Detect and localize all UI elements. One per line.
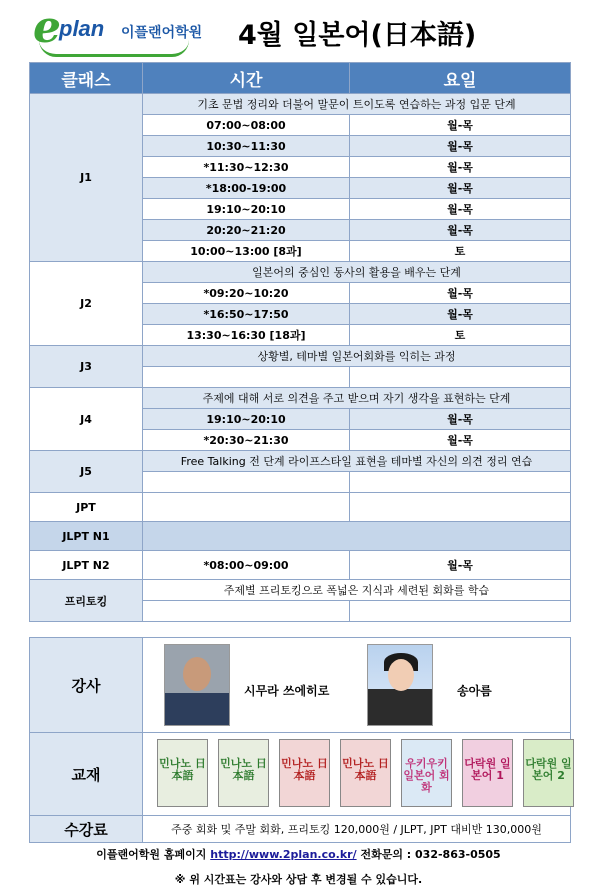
class-jlpt-n1: JLPT N1: [30, 522, 143, 551]
time-cell: *09:20~10:20: [143, 283, 350, 304]
page-title: 4월 일본어(日本語): [238, 20, 477, 51]
time-cell: *20:30~21:30: [143, 430, 350, 451]
class-j1: J1: [30, 94, 143, 262]
teacher-photo-1: [164, 644, 230, 726]
day-cell: 월-목: [350, 178, 571, 199]
day-cell: 월-목: [350, 157, 571, 178]
textbook-title: 민나노 日本語: [342, 757, 389, 782]
day-cell: 월-목: [350, 283, 571, 304]
day-cell: 월-목: [350, 199, 571, 220]
eplan-logo: [33, 2, 223, 53]
time-cell: 19:10~20:10: [143, 409, 350, 430]
textbook-title: 우키우키 일본어 회화: [403, 757, 450, 794]
day-cell: 토: [350, 241, 571, 262]
class-j5: J5: [30, 451, 143, 493]
day-cell: 월-목: [350, 430, 571, 451]
footer-contact: [0, 846, 597, 862]
class-j2-desc: 일본어의 중심인 동사의 활용을 배우는 단계: [143, 262, 571, 283]
logo-academy-name: 이플랜어학원: [121, 25, 203, 41]
books-cell: [143, 733, 571, 816]
homepage-link[interactable]: http://www.2plan.co.kr/: [210, 848, 357, 861]
class-j2: J2: [30, 262, 143, 346]
phone-text: 전화문의 : 032-863-0505: [360, 848, 501, 861]
col-header-day: 요일: [350, 63, 571, 94]
class-j3: J3: [30, 346, 143, 388]
textbook-title: 민나노 日本語: [281, 757, 328, 782]
teacher-label: 강사: [30, 638, 143, 733]
info-section: [29, 637, 570, 843]
day-cell: 월-목: [350, 220, 571, 241]
time-cell: 20:20~21:20: [143, 220, 350, 241]
textbook-title: 민나노 日本語: [159, 757, 206, 782]
class-freetalking: 프리토킹: [30, 580, 143, 622]
time-cell: 13:30~16:30 [18과]: [143, 325, 350, 346]
textbook-cover: [462, 739, 513, 807]
info-table: [29, 637, 571, 843]
textbook-cover: [279, 739, 330, 807]
fee-label: 수강료: [30, 816, 143, 843]
time-cell: *16:50~17:50: [143, 304, 350, 325]
day-cell: 월-목: [350, 551, 571, 580]
day-cell: 월-목: [350, 115, 571, 136]
textbook-title: 다락원 일본어 1: [464, 757, 511, 782]
page-header: [0, 0, 597, 60]
class-j3-desc: 상황별, 테마별 일본어회화를 익히는 과정: [143, 346, 571, 367]
time-cell: 07:00~08:00: [143, 115, 350, 136]
time-cell: *18:00-19:00: [143, 178, 350, 199]
class-j5-desc: Free Talking 전 단계 라이프스타일 표현을 테마별 자신의 의견 정리 연습: [143, 451, 571, 472]
textbook-cover: [401, 739, 452, 807]
teacher-name-2: 송아름: [457, 684, 492, 698]
time-cell: 10:30~11:30: [143, 136, 350, 157]
time-cell: *11:30~12:30: [143, 157, 350, 178]
time-cell: 10:00~13:00 [8과]: [143, 241, 350, 262]
logo-plan: plan: [59, 16, 105, 41]
teachers-cell: [143, 638, 571, 733]
table-header-row: [30, 63, 571, 94]
class-jlpt-n2: JLPT N2: [30, 551, 143, 580]
textbook-cover: [523, 739, 574, 807]
col-header-class: 클래스: [30, 63, 143, 94]
logo-e: e: [33, 2, 61, 53]
teacher-photo-2: [367, 644, 433, 726]
footer-note: ※ 위 시간표는 강사와 상담 후 변경될 수 있습니다.: [174, 873, 423, 886]
time-cell: *08:00~09:00: [143, 551, 350, 580]
schedule-table: [29, 62, 571, 622]
textbook-cover: [340, 739, 391, 807]
textbook-title: 다락원 일본어 2: [525, 757, 572, 782]
logo-swoosh: [39, 40, 189, 57]
day-cell: 월-목: [350, 136, 571, 157]
textbook-cover: [157, 739, 208, 807]
homepage-label: 이플랜어학원 홈페이지: [96, 848, 207, 861]
day-cell: 월-목: [350, 409, 571, 430]
class-j4-desc: 주제에 대해 서로 의견을 주고 받으며 자기 생각을 표현하는 단계: [143, 388, 571, 409]
class-j4: J4: [30, 388, 143, 451]
class-jpt: JPT: [30, 493, 143, 522]
col-header-time: 시간: [143, 63, 350, 94]
textbook-title: 민나노 日本語: [220, 757, 267, 782]
fee-text: 주중 회화 및 주말 회화, 프리토킹 120,000원 / JLPT, JPT 대비반 130,000원: [143, 816, 571, 843]
textbook-cover: [218, 739, 269, 807]
day-cell: 월-목: [350, 304, 571, 325]
class-j1-desc: 기초 문법 정리와 더불어 말문이 트이도록 연습하는 과정 입문 단계: [143, 94, 571, 115]
teacher-name-1: 시무라 쓰에히로: [244, 684, 330, 698]
time-cell: 19:10~20:10: [143, 199, 350, 220]
day-cell: 토: [350, 325, 571, 346]
textbook-label: 교재: [30, 733, 143, 816]
class-freetalking-desc: 주제별 프리토킹으로 폭넓은 지식과 세련된 회화를 학습: [143, 580, 571, 601]
